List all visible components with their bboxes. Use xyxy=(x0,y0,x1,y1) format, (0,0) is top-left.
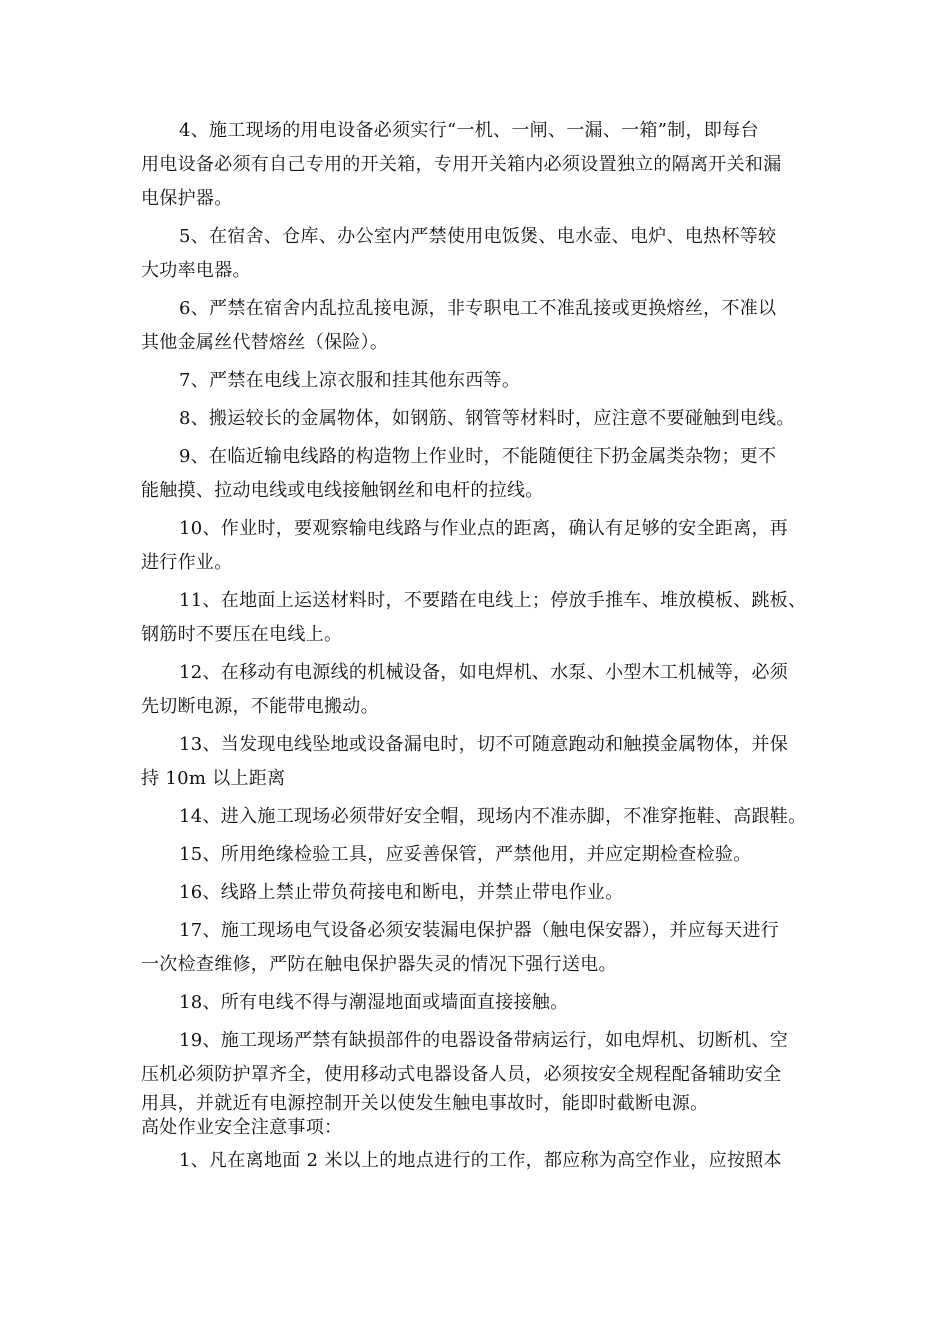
text-line: 一次检查维修，严防在触电保护器失灵的情况下强行送电。 xyxy=(141,954,617,975)
text-line: 4、施工现场的用电设备必须实行“一机、一闸、一漏、一箱”制，即每台 xyxy=(179,120,759,141)
section-heading: 高处作业安全注意事项： xyxy=(141,1117,343,1138)
text-line: 用电设备必须有自己专用的开关箱，专用开关箱内必须设置独立的隔离开关和漏 xyxy=(141,154,782,175)
text-line: 进行作业。 xyxy=(141,552,233,573)
text-line: 大功率电器。 xyxy=(141,260,251,281)
text-line: 18、所有电线不得与潮湿地面或墙面直接接触。 xyxy=(179,992,569,1013)
text-line: 8、搬运较长的金属物体，如钢筋、钢管等材料时，应注意不要碰触到电线。 xyxy=(179,408,795,429)
text-line: 15、所用绝缘检验工具，应妥善保管，严禁他用，并应定期检查检验。 xyxy=(179,844,752,865)
text-line: 10、作业时，要观察输电线路与作业点的距离，确认有足够的安全距离，再 xyxy=(179,518,789,539)
text-line: 钢筋时不要压在电线上。 xyxy=(141,624,343,645)
text-line: 7、严禁在电线上凉衣服和挂其他东西等。 xyxy=(179,370,521,391)
text-line: 6、严禁在宿舍内乱拉乱接电源，非专职电工不准乱接或更换熔丝，不准以 xyxy=(179,298,777,319)
text-line: 1、凡在离地面 2 米以上的地点进行的工作，都应称为高空作业，应按照本 xyxy=(179,1150,782,1171)
text-line: 电保护器。 xyxy=(141,188,233,209)
text-line: 9、在临近输电线路的构造物上作业时，不能随便往下扔金属类杂物；更不 xyxy=(179,446,777,467)
text-line: 其他金属丝代替熔丝（保险）。 xyxy=(141,332,389,353)
text-line: 14、进入施工现场必须带好安全帽，现场内不准赤脚，不准穿拖鞋、高跟鞋。 xyxy=(179,806,807,827)
text-line: 13、当发现电线坠地或设备漏电时，切不可随意跑动和触摸金属物体，并保 xyxy=(179,734,789,755)
text-line: 17、施工现场电气设备必须安装漏电保护器（触电保安器），并应每天进行 xyxy=(179,920,780,941)
text-line: 19、施工现场严禁有缺损部件的电器设备带病运行，如电焊机、切断机、空 xyxy=(179,1030,789,1051)
text-line: 压机必须防护罩齐全，使用移动式电器设备人员，必须按安全规程配备辅助安全 xyxy=(141,1064,782,1085)
text-line: 能触摸、拉动电线或电线接触钢丝和电杆的拉线。 xyxy=(141,480,544,501)
text-line: 5、在宿舍、仓库、办公室内严禁使用电饭煲、电水壶、电炉、电热杯等较 xyxy=(179,226,777,247)
document-body xyxy=(141,114,831,1178)
text-line: 先切断电源，不能带电搬动。 xyxy=(141,696,379,717)
text-line: 16、线路上禁止带负荷接电和断电，并禁止带电作业。 xyxy=(179,882,624,903)
text-line: 持 10m 以上距离 xyxy=(141,768,286,789)
text-line: 12、在移动有电源线的机械设备，如电焊机、水泵、小型木工机械等，必须 xyxy=(179,662,789,683)
text-line: 用具，并就近有电源控制开关以使发生触电事故时，能即时截断电源。 xyxy=(141,1093,709,1114)
text-line: 11、在地面上运送材料时，不要踏在电线上；停放手推车、堆放模板、跳板、 xyxy=(179,590,807,611)
